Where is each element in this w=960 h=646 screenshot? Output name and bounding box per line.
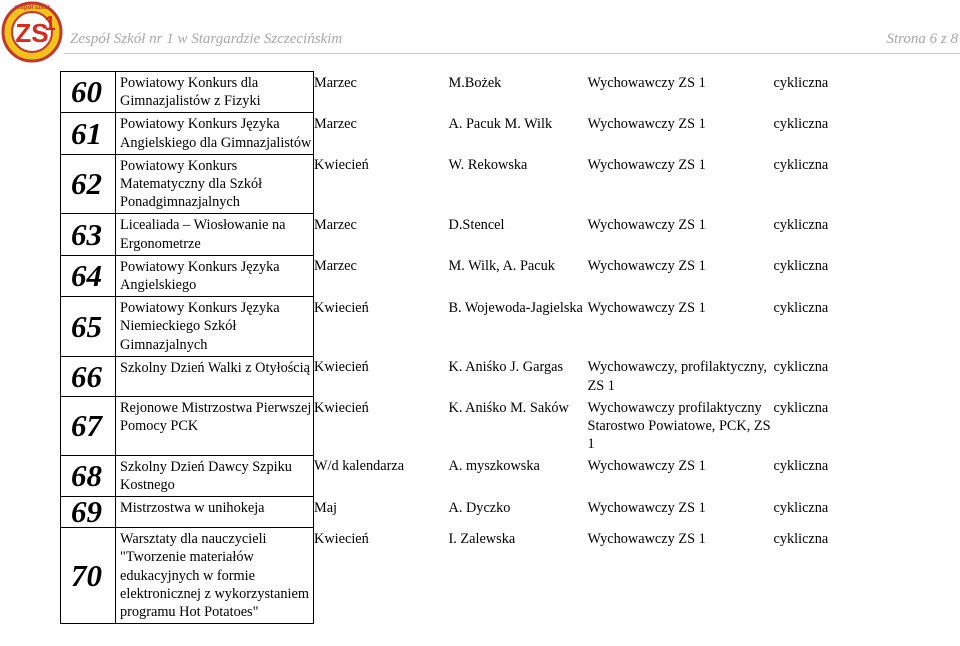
table-row [61, 113, 958, 154]
event-month: Marzec [314, 115, 357, 132]
responsible-person: W. Rekowska [448, 157, 528, 174]
table-row [61, 356, 958, 396]
document-header-title: Zespół Szkół nr 1 w Stargardzie Szczecińskim [70, 31, 343, 47]
event-name: Powiatowy Konkurs dla Gimnazjalistów z Fizyki [116, 72, 314, 113]
event-month: Kwiecień [314, 399, 369, 416]
report-area: Wychowawczy ZS 1 [587, 115, 706, 132]
row-number: 66 [61, 356, 116, 396]
table-row [61, 154, 958, 214]
event-month: Marzec [314, 74, 357, 91]
frequency: cykliczna [773, 74, 829, 91]
event-month: Kwiecień [314, 530, 369, 547]
event-month: Marzec [314, 216, 357, 233]
responsible-person: A. myszkowska [448, 458, 540, 475]
event-name: Mistrzostwa w unihokeja [116, 497, 314, 528]
event-name: Powiatowy Konkurs Matematyczny dla Szkół Ponadgimnazjalnych [116, 154, 314, 214]
event-name: Warsztaty dla nauczycieli "Tworzenie materiałów edukacyjnych w formie elektronicznej z wykorzystaniem programu Hot Potatoes" [116, 528, 314, 624]
page-number: Strona 6 z 8 [886, 31, 958, 47]
row-number: 60 [61, 72, 116, 113]
responsible-person: M. Wilk, A. Pacuk [448, 258, 555, 275]
report-area: Wychowawczy ZS 1 [587, 216, 706, 233]
event-name: Powiatowy Konkurs Języka Angielskiego [116, 255, 314, 296]
responsible-person: K. Aniśko M. Saków [448, 399, 569, 416]
events-table [60, 71, 958, 624]
table-row [61, 528, 958, 624]
responsible-person: M.Bożek [448, 74, 502, 91]
event-month: W/d kalendarza [314, 458, 405, 475]
event-name: Powiatowy Konkurs Języka Angielskiego dla Gimnazjalistów [116, 113, 314, 154]
frequency: cykliczna [773, 216, 829, 233]
responsible-person: A. Pacuk M. Wilk [448, 115, 553, 132]
report-area: Wychowawczy ZS 1 [587, 74, 706, 91]
frequency: cykliczna [773, 530, 829, 547]
report-area: Wychowawczy ZS 1 [587, 258, 706, 275]
row-number: 67 [61, 397, 116, 456]
event-name: Powiatowy Konkurs Języka Niemieckiego Szkół Gimnazjalnych [116, 297, 314, 357]
frequency: cykliczna [773, 115, 829, 132]
event-name: Szkolny Dzień Walki z Otyłością [116, 356, 314, 396]
event-month: Maj [314, 499, 338, 516]
row-number: 62 [61, 154, 116, 214]
event-name: Szkolny Dzień Dawcy Szpiku Kostnego [116, 455, 314, 496]
event-name: Rejonowe Mistrzostwa Pierwszej Pomocy PCK [116, 397, 314, 456]
event-name: Licealiada – Wiosłowanie na Ergonometrze [116, 214, 314, 255]
report-area: Wychowawczy profilaktyczny Starostwo Powiatowe, PCK, ZS 1 [587, 399, 771, 453]
svg-text:ZS: ZS [15, 18, 49, 48]
responsible-person: K. Aniśko J. Gargas [448, 359, 564, 376]
frequency: cykliczna [773, 458, 829, 475]
frequency: cykliczna [773, 258, 829, 275]
responsible-person: D.Stencel [448, 216, 505, 233]
frequency: cykliczna [773, 299, 829, 316]
frequency: cykliczna [773, 499, 829, 516]
school-logo [0, 0, 64, 64]
report-area: Wychowawczy, profilaktyczny, ZS 1 [587, 359, 767, 394]
responsible-person: I. Zalewska [448, 530, 516, 547]
table-row [61, 397, 958, 456]
frequency: cykliczna [773, 157, 829, 174]
table-row [61, 455, 958, 496]
table-row [61, 255, 958, 296]
event-month: Kwiecień [314, 157, 369, 174]
row-number: 70 [61, 528, 116, 624]
row-number: 65 [61, 297, 116, 357]
header-divider [64, 53, 960, 54]
report-area: Wychowawczy ZS 1 [587, 299, 706, 316]
event-month: Kwiecień [314, 359, 369, 376]
responsible-person: B. Wojewoda-Jagielska [448, 299, 583, 316]
row-number: 64 [61, 255, 116, 296]
table-row [61, 72, 958, 113]
row-number: 61 [61, 113, 116, 154]
svg-text:1: 1 [44, 13, 56, 35]
events-table-body [61, 72, 958, 624]
table-row [61, 297, 958, 357]
event-month: Kwiecień [314, 299, 369, 316]
responsible-person: A. Dyczko [448, 499, 511, 516]
frequency: cykliczna [773, 399, 829, 416]
report-area: Wychowawczy ZS 1 [587, 530, 706, 547]
row-number: 63 [61, 214, 116, 255]
frequency: cykliczna [773, 359, 829, 376]
svg-text:zespół szkół: zespół szkół [14, 5, 50, 11]
report-area: Wychowawczy ZS 1 [587, 499, 706, 516]
row-number: 69 [61, 497, 116, 528]
table-row [61, 214, 958, 255]
row-number: 68 [61, 455, 116, 496]
event-month: Marzec [314, 258, 357, 275]
report-area: Wychowawczy ZS 1 [587, 458, 706, 475]
report-area: Wychowawczy ZS 1 [587, 157, 706, 174]
table-row [61, 497, 958, 528]
